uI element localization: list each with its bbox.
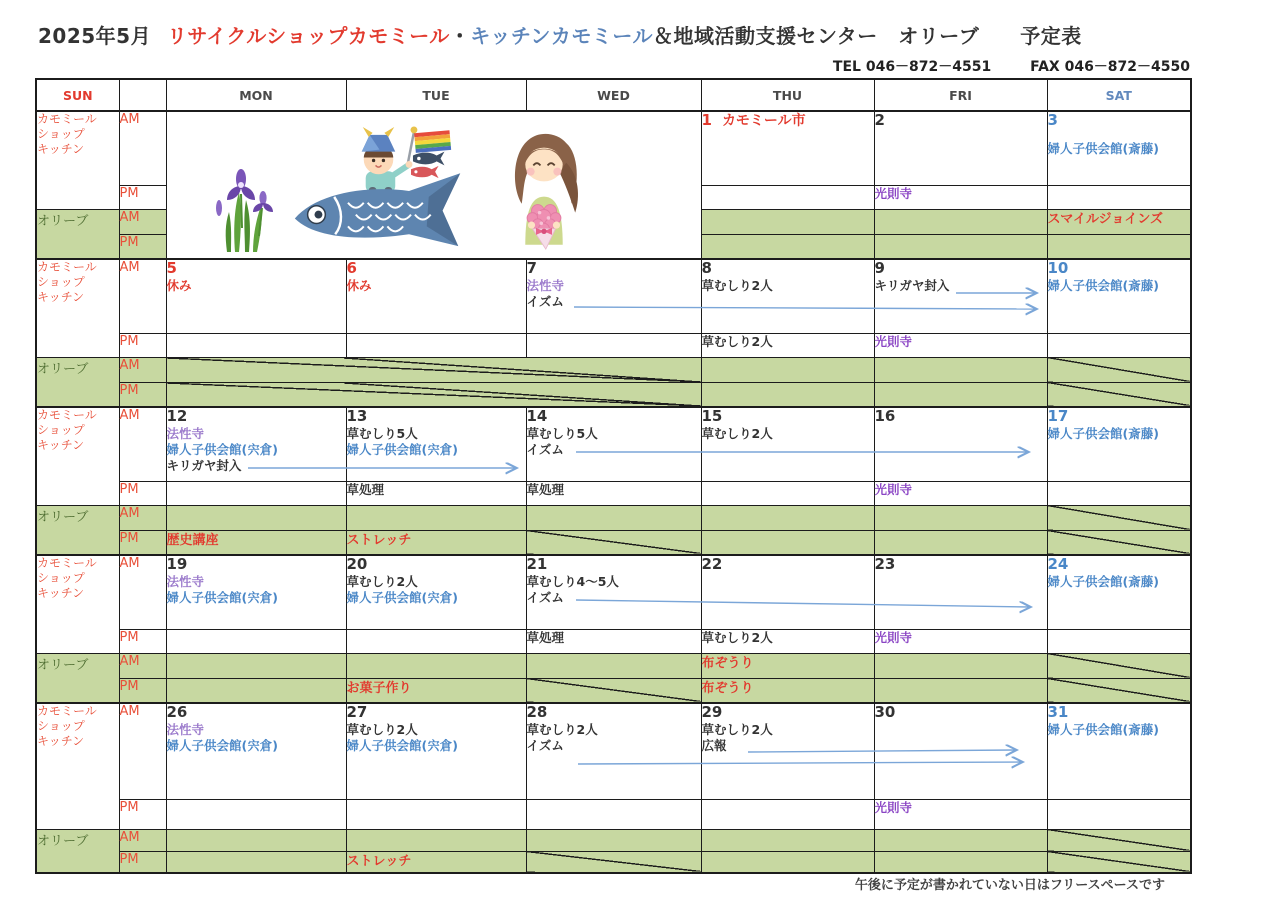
cell-week1-am-fri bbox=[874, 111, 1047, 185]
day-number bbox=[702, 260, 874, 277]
cell-week1-olive-pm-thu bbox=[701, 234, 874, 259]
cell-week2-am-wed bbox=[526, 259, 701, 333]
day-number-text: 20 bbox=[346, 555, 368, 573]
olive-event-label: 歴史講座 bbox=[166, 532, 219, 548]
day-number-text: 13 bbox=[346, 407, 368, 425]
event-label: 法性寺 bbox=[166, 426, 205, 441]
chamomile-label-line: ショップ bbox=[37, 423, 85, 437]
week2-olive-pm-row bbox=[36, 382, 1191, 407]
cell-week5-olive-am-fri bbox=[874, 829, 1047, 851]
chamomile-label-line: ショップ bbox=[37, 571, 85, 585]
row-group-chamomile bbox=[36, 111, 119, 209]
cell-week3-pm-thu bbox=[701, 481, 874, 505]
day-number-text: 9 bbox=[874, 259, 885, 277]
day-number-text: 28 bbox=[526, 703, 548, 721]
event-label: 婦人子供会館(宍倉) bbox=[346, 738, 458, 753]
cell-week5-am-wed bbox=[526, 703, 701, 799]
pm-label: PM bbox=[119, 185, 166, 209]
cell-week1-am-thu bbox=[701, 111, 874, 185]
olive-pm-label: PM bbox=[119, 530, 166, 555]
day-number-text: 30 bbox=[874, 703, 896, 721]
iris-flowers-illustration bbox=[205, 166, 283, 252]
event-label: 光則寺 bbox=[874, 799, 913, 815]
day-number bbox=[875, 408, 1047, 425]
cell-week3-olive-pm-wed bbox=[526, 530, 701, 555]
week4-am-row bbox=[36, 555, 1191, 629]
event-label: 婦人子供会館(宍倉) bbox=[166, 590, 278, 605]
footer-note: 午後に予定が書かれていない日はフリースペースです bbox=[854, 878, 1165, 893]
event-label: 婦人子供会館(斎藤) bbox=[1047, 426, 1159, 441]
week2-olive-am-row bbox=[36, 357, 1191, 382]
cell-week4-am-tue bbox=[346, 555, 526, 629]
cell-week2-olive-am-thu bbox=[701, 357, 874, 382]
cell-week1-olive-pm-sat bbox=[1047, 234, 1191, 259]
event-label: 草むしり2人 bbox=[701, 722, 773, 737]
cell-week4-pm-tue bbox=[346, 629, 526, 653]
cell-week2-pm-sat bbox=[1047, 333, 1191, 357]
event-label: 光則寺 bbox=[874, 333, 913, 349]
day-number-text: 31 bbox=[1047, 703, 1069, 721]
cell-week5-olive-am-wed bbox=[526, 829, 701, 851]
day-number bbox=[167, 556, 346, 573]
koinobori-with-boy-wrapper bbox=[283, 116, 475, 266]
week3-olive-am-row bbox=[36, 505, 1191, 530]
cell-week4-am-sat bbox=[1047, 555, 1191, 629]
cell-week4-olive-pm-fri bbox=[874, 678, 1047, 703]
pm-label: PM bbox=[119, 629, 166, 653]
cell-week2-olive-am-fri bbox=[874, 357, 1047, 382]
cell-week5-pm-tue bbox=[346, 799, 526, 829]
cell-week2-pm-fri bbox=[874, 333, 1047, 357]
week4-pm-row bbox=[36, 629, 1191, 653]
week5-pm-row bbox=[36, 799, 1191, 829]
row-group-chamomile bbox=[36, 703, 119, 829]
fax-number: FAX 046－872－4550 bbox=[1030, 59, 1190, 75]
event-label: 広報 bbox=[701, 738, 727, 753]
event-label: 草処理 bbox=[526, 629, 565, 645]
day-number-text: 3 bbox=[1047, 111, 1058, 129]
event-label: キリガヤ封入 bbox=[166, 458, 242, 473]
cell-week3-olive-am-fri bbox=[874, 505, 1047, 530]
cell-week2-olive-pm-sat bbox=[1047, 382, 1191, 407]
spacer-header bbox=[119, 79, 166, 111]
cell-week1-olive-pm-fri bbox=[874, 234, 1047, 259]
event-label: 光則寺 bbox=[874, 185, 913, 201]
cell-week2-am-tue bbox=[346, 259, 526, 333]
olive-pm-label: PM bbox=[119, 851, 166, 873]
olive-pm-label: PM bbox=[119, 234, 166, 259]
event-label: カモミール市 bbox=[721, 113, 806, 129]
chamomile-label-line: キッチン bbox=[37, 586, 85, 600]
am-label: AM bbox=[119, 259, 166, 333]
cell-week4-olive-am-fri bbox=[874, 653, 1047, 678]
week3-olive-pm-row bbox=[36, 530, 1191, 555]
event-label: 婦人子供会館(宍倉) bbox=[346, 590, 458, 605]
cell-week5-pm-wed bbox=[526, 799, 701, 829]
event-label: 法性寺 bbox=[166, 722, 205, 737]
cell-week2-am-fri bbox=[874, 259, 1047, 333]
woman-with-carnation-bouquet-illustration bbox=[495, 118, 593, 252]
cell-week4-pm-fri bbox=[874, 629, 1047, 653]
day-number-text: 27 bbox=[346, 703, 368, 721]
cell-week3-am-wed bbox=[526, 407, 701, 481]
chamomile-label-line: カモミール bbox=[37, 260, 97, 274]
cell-week1-am-sat bbox=[1047, 111, 1191, 185]
day-number bbox=[1048, 260, 1191, 277]
day-number bbox=[1048, 556, 1191, 573]
cell-week5-am-sat bbox=[1047, 703, 1191, 799]
am-label: AM bbox=[119, 111, 166, 185]
day-number-text: 17 bbox=[1047, 407, 1069, 425]
olive-pm-label: PM bbox=[119, 678, 166, 703]
cell-week3-am-mon bbox=[166, 407, 346, 481]
cell-week3-am-thu bbox=[701, 407, 874, 481]
day-number bbox=[702, 704, 874, 721]
day-number bbox=[167, 408, 346, 425]
olive-am-label: AM bbox=[119, 357, 166, 382]
cell-week3-am-tue bbox=[346, 407, 526, 481]
cell-week2-pm-thu bbox=[701, 333, 874, 357]
event-label: 草むしり2人 bbox=[346, 574, 418, 589]
cell-week3-olive-pm-tue bbox=[346, 530, 526, 555]
cell-week1-pm-sat bbox=[1047, 185, 1191, 209]
day-number bbox=[527, 556, 701, 573]
cell-week3-am-fri bbox=[874, 407, 1047, 481]
day-number-text: 24 bbox=[1047, 555, 1069, 573]
row-group-olive: オリーブ bbox=[36, 505, 119, 555]
event-label: 草むしり5人 bbox=[346, 426, 418, 441]
olive-event-label: 布ぞうり bbox=[701, 655, 754, 671]
cell-week4-olive-pm-tue bbox=[346, 678, 526, 703]
event-label: 婦人子供会館(斎藤) bbox=[1047, 278, 1159, 293]
chamomile-label-line: カモミール bbox=[37, 408, 97, 422]
day-number bbox=[1048, 112, 1191, 129]
cell-week2-olive-pm-mon-wed bbox=[166, 382, 701, 407]
day-header-sat: SAT bbox=[1047, 79, 1191, 111]
day-header-thu: THU bbox=[701, 79, 874, 111]
row-group-olive: オリーブ bbox=[36, 653, 119, 703]
week3-pm-row bbox=[36, 481, 1191, 505]
day-number-text: 10 bbox=[1047, 259, 1069, 277]
row-group-chamomile bbox=[36, 555, 119, 653]
day-number-text: 1 bbox=[701, 111, 712, 129]
day-number bbox=[875, 556, 1047, 573]
day-number bbox=[702, 408, 874, 425]
event-label: 法性寺 bbox=[526, 278, 565, 293]
event-label: 草むしり2人 bbox=[701, 278, 773, 293]
event-label: 婦人子供会館(宍倉) bbox=[346, 442, 458, 457]
day-header-sun: SUN bbox=[36, 79, 119, 111]
row-group-olive: オリーブ bbox=[36, 209, 119, 259]
day-number bbox=[875, 260, 1047, 277]
cell-week4-am-thu bbox=[701, 555, 874, 629]
olive-event-label: お菓子作り bbox=[346, 680, 412, 696]
event-label: 婦人子供会館(斎藤) bbox=[1047, 141, 1159, 156]
cell-week4-olive-pm-wed bbox=[526, 678, 701, 703]
cell-week3-pm-fri bbox=[874, 481, 1047, 505]
woman-with-carnation-bouquet-wrapper bbox=[495, 118, 593, 256]
event-label: イズム bbox=[526, 442, 564, 457]
am-label: AM bbox=[119, 703, 166, 799]
week1-am-row bbox=[36, 111, 1191, 185]
cell-week4-olive-am-tue bbox=[346, 653, 526, 678]
day-number-text: 29 bbox=[701, 703, 723, 721]
event-label: 草むしり4～5人 bbox=[526, 574, 619, 589]
event-label: 婦人子供会館(宍倉) bbox=[166, 442, 278, 457]
cell-week4-olive-am-mon bbox=[166, 653, 346, 678]
olive-am-label: AM bbox=[119, 653, 166, 678]
day-number-text: 6 bbox=[346, 259, 357, 277]
cell-week3-olive-am-mon bbox=[166, 505, 346, 530]
cell-week1-olive-am-fri bbox=[874, 209, 1047, 234]
day-number-text: 22 bbox=[701, 555, 723, 573]
iris-flowers-wrapper bbox=[205, 166, 283, 256]
day-number-text: 26 bbox=[166, 703, 188, 721]
cell-week4-olive-am-thu bbox=[701, 653, 874, 678]
title-segment: ＆地域活動支援センター オリーブ 予定表 bbox=[653, 24, 1082, 48]
cell-week5-am-fri bbox=[874, 703, 1047, 799]
event-label: イズム bbox=[526, 294, 564, 309]
cell-week5-am-tue bbox=[346, 703, 526, 799]
cell-week4-olive-pm-thu bbox=[701, 678, 874, 703]
cell-week5-olive-am-mon bbox=[166, 829, 346, 851]
day-number bbox=[875, 112, 1047, 129]
am-label: AM bbox=[119, 555, 166, 629]
day-number-text: 2 bbox=[874, 111, 885, 129]
cell-week3-pm-wed bbox=[526, 481, 701, 505]
cell-week5-pm-thu bbox=[701, 799, 874, 829]
week5-olive-pm-row bbox=[36, 851, 1191, 873]
event-label: 法性寺 bbox=[166, 574, 205, 589]
olive-am-label: AM bbox=[119, 829, 166, 851]
day-number bbox=[702, 556, 874, 573]
cell-week4-olive-am-wed bbox=[526, 653, 701, 678]
day-number bbox=[702, 112, 874, 130]
chamomile-label-line: キッチン bbox=[37, 734, 85, 748]
event-label: 休み bbox=[346, 278, 372, 293]
cell-week4-pm-sat bbox=[1047, 629, 1191, 653]
koinobori-with-boy-illustration bbox=[283, 116, 475, 262]
cell-week4-olive-pm-sat bbox=[1047, 678, 1191, 703]
day-header-wed: WED bbox=[526, 79, 701, 111]
olive-event-label: ストレッチ bbox=[346, 853, 412, 869]
cell-week2-pm-tue bbox=[346, 333, 526, 357]
cell-week4-am-fri bbox=[874, 555, 1047, 629]
day-header-tue: TUE bbox=[346, 79, 526, 111]
cell-week5-pm-mon bbox=[166, 799, 346, 829]
cell-week2-am-thu bbox=[701, 259, 874, 333]
contact-line bbox=[0, 56, 1190, 76]
schedule-table bbox=[35, 78, 1192, 874]
cell-week5-olive-am-thu bbox=[701, 829, 874, 851]
day-number-text: 15 bbox=[701, 407, 723, 425]
chamomile-label-line: ショップ bbox=[37, 275, 85, 289]
cell-week2-pm-mon bbox=[166, 333, 346, 357]
chamomile-label-line: カモミール bbox=[37, 704, 97, 718]
day-number-text: 23 bbox=[874, 555, 896, 573]
title-segment: キッチンカモミール bbox=[470, 24, 653, 48]
week2-am-row bbox=[36, 259, 1191, 333]
cell-week1-olive-am-thu bbox=[701, 209, 874, 234]
chamomile-label-line: キッチン bbox=[37, 290, 85, 304]
day-number-text: 16 bbox=[874, 407, 896, 425]
cell-week3-pm-tue bbox=[346, 481, 526, 505]
cell-week3-olive-am-sat bbox=[1047, 505, 1191, 530]
row-group-chamomile bbox=[36, 259, 119, 357]
cell-week3-pm-sat bbox=[1047, 481, 1191, 505]
event-label: 休み bbox=[166, 278, 192, 293]
cell-week5-olive-pm-thu bbox=[701, 851, 874, 873]
cell-week4-olive-am-sat bbox=[1047, 653, 1191, 678]
day-number bbox=[527, 408, 701, 425]
cell-week5-olive-pm-sat bbox=[1047, 851, 1191, 873]
event-label: 光則寺 bbox=[874, 629, 913, 645]
day-number-text: 8 bbox=[701, 259, 712, 277]
cell-week3-olive-am-thu bbox=[701, 505, 874, 530]
day-number bbox=[527, 260, 701, 277]
chamomile-label-line: カモミール bbox=[37, 112, 97, 126]
row-group-olive: オリーブ bbox=[36, 357, 119, 407]
event-label: 草処理 bbox=[526, 481, 565, 497]
cell-week2-olive-am-mon-wed bbox=[166, 357, 701, 382]
cell-week3-olive-am-wed bbox=[526, 505, 701, 530]
day-number bbox=[167, 704, 346, 721]
event-label: 婦人子供会館(斎藤) bbox=[1047, 574, 1159, 589]
day-number bbox=[1048, 704, 1191, 721]
cell-week5-olive-am-sat bbox=[1047, 829, 1191, 851]
am-label: AM bbox=[119, 407, 166, 481]
cell-week3-olive-pm-mon bbox=[166, 530, 346, 555]
event-label: 草むしり5人 bbox=[526, 426, 598, 441]
day-number bbox=[347, 556, 526, 573]
day-number-text: 14 bbox=[526, 407, 548, 425]
cell-week3-pm-mon bbox=[166, 481, 346, 505]
cell-week2-pm-wed bbox=[526, 333, 701, 357]
olive-pm-label: PM bbox=[119, 382, 166, 407]
cell-week2-olive-am-sat bbox=[1047, 357, 1191, 382]
cell-week4-am-mon bbox=[166, 555, 346, 629]
week2-pm-row bbox=[36, 333, 1191, 357]
chamomile-label-line: キッチン bbox=[37, 438, 85, 452]
olive-event-label: スマイルジョインズ bbox=[1047, 211, 1164, 227]
cell-week4-pm-thu bbox=[701, 629, 874, 653]
week5-olive-am-row bbox=[36, 829, 1191, 851]
cell-week4-pm-mon bbox=[166, 629, 346, 653]
day-number-text: 7 bbox=[526, 259, 537, 277]
cell-week5-pm-fri bbox=[874, 799, 1047, 829]
page-title bbox=[38, 20, 1082, 49]
week5-am-row bbox=[36, 703, 1191, 799]
cell-week5-olive-am-tue bbox=[346, 829, 526, 851]
event-label: 草むしり2人 bbox=[526, 722, 598, 737]
event-label: 草処理 bbox=[346, 481, 385, 497]
chamomile-label-line: ショップ bbox=[37, 127, 85, 141]
chamomile-label-line: カモミール bbox=[37, 556, 97, 570]
olive-event-label: ストレッチ bbox=[346, 532, 412, 548]
week4-olive-pm-row bbox=[36, 678, 1191, 703]
cell-week4-am-wed bbox=[526, 555, 701, 629]
olive-am-label: AM bbox=[119, 209, 166, 234]
cell-week4-olive-pm-mon bbox=[166, 678, 346, 703]
cell-week5-am-mon bbox=[166, 703, 346, 799]
event-label: 婦人子供会館(斎藤) bbox=[1047, 722, 1159, 737]
olive-am-label: AM bbox=[119, 505, 166, 530]
cell-week5-olive-pm-tue bbox=[346, 851, 526, 873]
day-header-mon: MON bbox=[166, 79, 346, 111]
event-label: イズム bbox=[526, 590, 564, 605]
chamomile-label-line: キッチン bbox=[37, 142, 85, 156]
day-number bbox=[1048, 408, 1191, 425]
title-segment: 2025年5月 bbox=[38, 24, 152, 48]
cell-week2-am-mon bbox=[166, 259, 346, 333]
event-label: 光則寺 bbox=[874, 481, 913, 497]
event-label: 草むしり2人 bbox=[701, 333, 773, 349]
event-label: キリガヤ封入 bbox=[874, 278, 950, 293]
cell-week1-pm-thu bbox=[701, 185, 874, 209]
cell-week5-olive-pm-wed bbox=[526, 851, 701, 873]
cell-week1-olive-am-sat bbox=[1047, 209, 1191, 234]
day-number-text: 12 bbox=[166, 407, 188, 425]
day-number bbox=[347, 704, 526, 721]
pm-label: PM bbox=[119, 333, 166, 357]
event-label: 草むしり2人 bbox=[701, 629, 773, 645]
cell-week3-olive-pm-sat bbox=[1047, 530, 1191, 555]
event-label: 草むしり2人 bbox=[346, 722, 418, 737]
olive-event-label: 布ぞうり bbox=[701, 680, 754, 696]
pm-label: PM bbox=[119, 799, 166, 829]
cell-week5-olive-pm-mon bbox=[166, 851, 346, 873]
day-header-fri: FRI bbox=[874, 79, 1047, 111]
event-label: 婦人子供会館(宍倉) bbox=[166, 738, 278, 753]
day-number-text: 21 bbox=[526, 555, 548, 573]
chamomile-label-line: ショップ bbox=[37, 719, 85, 733]
cell-week2-olive-pm-thu bbox=[701, 382, 874, 407]
cell-week1-pm-fri bbox=[874, 185, 1047, 209]
week4-olive-am-row bbox=[36, 653, 1191, 678]
weekday-header-row bbox=[36, 79, 1191, 111]
row-group-chamomile bbox=[36, 407, 119, 505]
cell-week5-am-thu bbox=[701, 703, 874, 799]
cell-week2-olive-pm-fri bbox=[874, 382, 1047, 407]
cell-week4-pm-wed bbox=[526, 629, 701, 653]
cell-week5-pm-sat bbox=[1047, 799, 1191, 829]
illustration-cell bbox=[166, 111, 701, 259]
row-group-olive: オリーブ bbox=[36, 829, 119, 873]
day-number bbox=[875, 704, 1047, 721]
day-number bbox=[347, 408, 526, 425]
day-number-text: 5 bbox=[166, 259, 177, 277]
title-segment: ・ bbox=[449, 24, 471, 48]
cell-week5-olive-pm-fri bbox=[874, 851, 1047, 873]
cell-week2-am-sat bbox=[1047, 259, 1191, 333]
title-segment: リサイクルショップカモミール bbox=[167, 24, 450, 48]
cell-week3-olive-am-tue bbox=[346, 505, 526, 530]
cell-week3-olive-pm-thu bbox=[701, 530, 874, 555]
tel-number: TEL 046－872－4551 bbox=[832, 59, 992, 75]
pm-label: PM bbox=[119, 481, 166, 505]
cell-week3-am-sat bbox=[1047, 407, 1191, 481]
week3-am-row bbox=[36, 407, 1191, 481]
day-number-text: 19 bbox=[166, 555, 188, 573]
cell-week3-olive-pm-fri bbox=[874, 530, 1047, 555]
event-label: 草むしり2人 bbox=[701, 426, 773, 441]
day-number bbox=[527, 704, 701, 721]
event-label: イズム bbox=[526, 738, 564, 753]
